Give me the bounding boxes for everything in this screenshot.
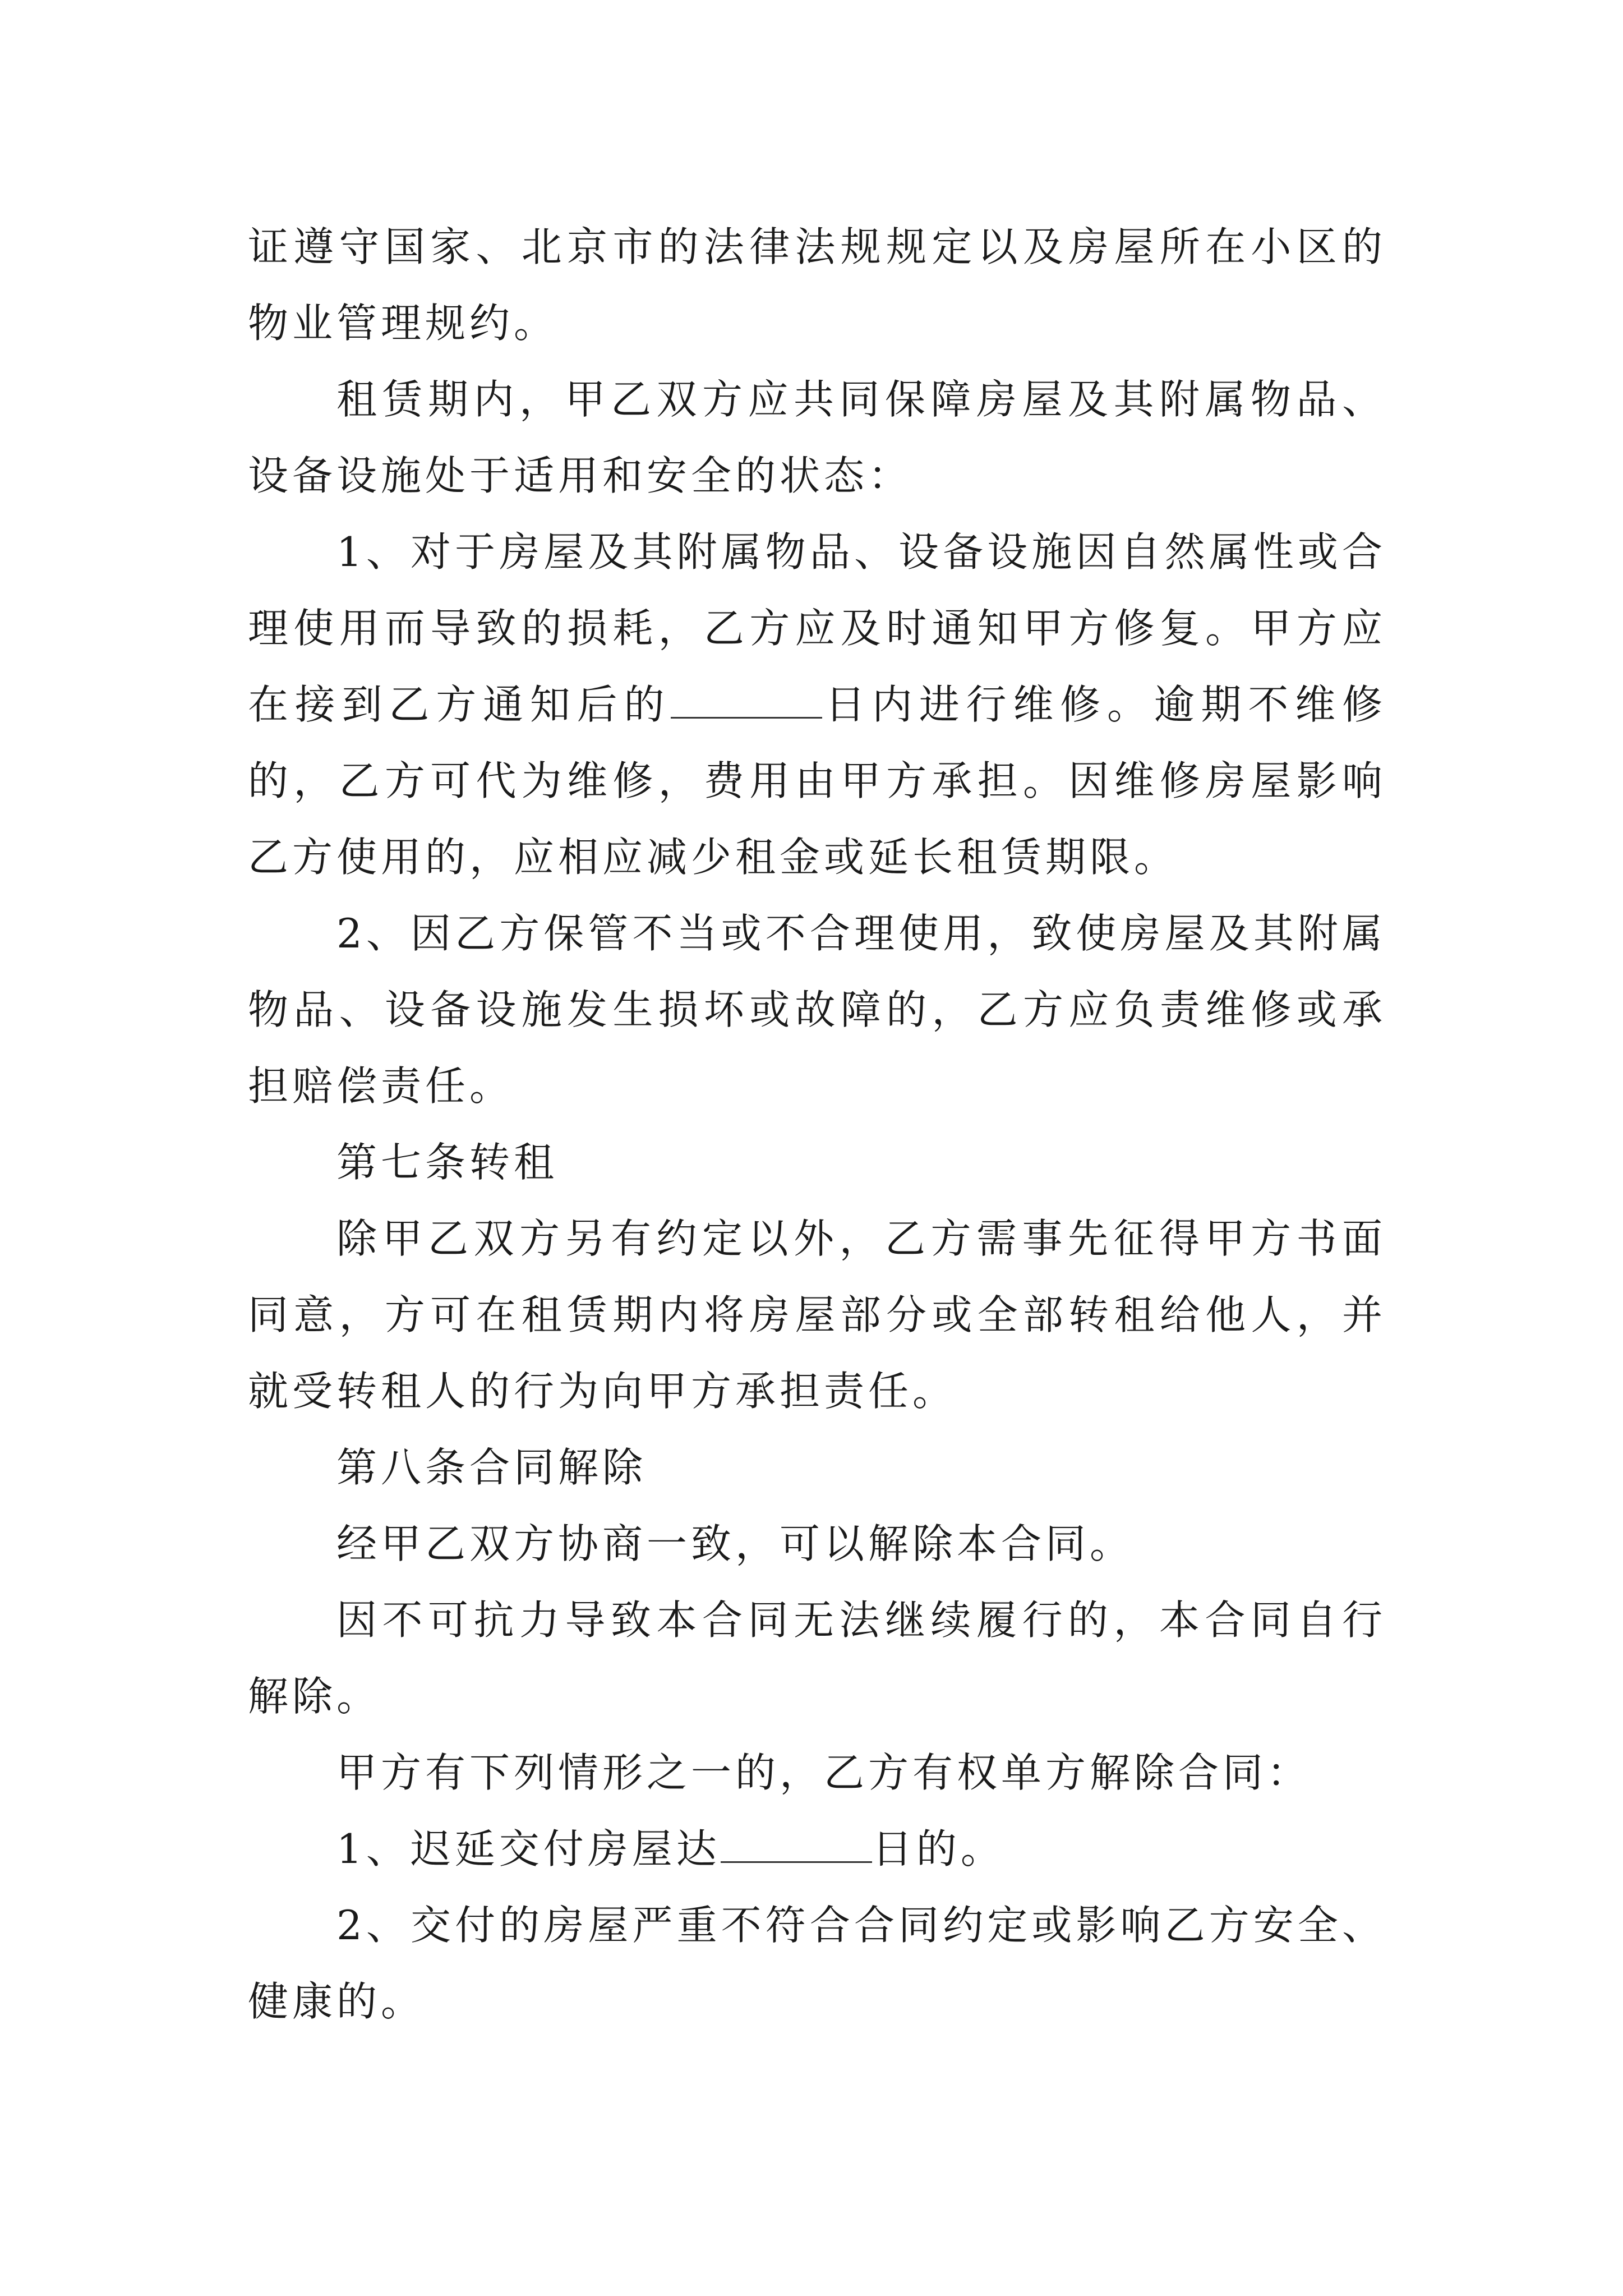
- paragraph-repair-clause-1: [248, 514, 1386, 895]
- paragraph-lease-period-maintenance: 租赁期内，甲乙双方应共同保障房屋及其附属物品、设备设施处于适用和安全的状态：: [248, 376, 1386, 499]
- termination-clause-1-before: 1、迟延交付房屋达: [336, 1825, 721, 1872]
- document-body: [248, 209, 1386, 2040]
- paragraph-sublease: 除甲乙双方另有约定以外，乙方需事先征得甲方书面同意，方可在租赁期内将房屋部分或全部转租给他人，并就受转租人的行为向甲方承担责任。: [248, 1215, 1386, 1415]
- heading-article-7-sublease: 第七条转租: [336, 1139, 559, 1186]
- paragraph-termination-clause-1: [248, 1811, 1386, 1887]
- repair-days-blank: [671, 683, 822, 719]
- heading-article-8-termination: 第八条合同解除: [336, 1444, 647, 1491]
- paragraph-mutual-termination: 经甲乙双方协商一致，可以解除本合同。: [336, 1520, 1135, 1567]
- paragraph-property-rules: 证遵守国家、北京市的法律法规规定以及房屋所在小区的物业管理规约。: [248, 223, 1386, 347]
- paragraph-tenant-termination-rights: 甲方有下列情形之一的，乙方有权单方解除合同：: [336, 1749, 1312, 1796]
- paragraph-force-majeure: 因不可抗力导致本合同无法继续履行的，本合同自行解除。: [248, 1596, 1386, 1720]
- repair-clause-1-before: 1、对于房屋及其附属物品、设备设施因自然属性或合理使用而导致的损耗，乙方应及时通知甲方修复。甲方应在接到乙方通知后的: [248, 528, 1386, 728]
- delay-days-blank: [721, 1828, 872, 1863]
- paragraph-termination-clause-2: 2、交付的房屋严重不符合合同约定或影响乙方安全、健康的。: [248, 1902, 1386, 2025]
- repair-clause-1-after: 日内进行维修。逾期不维修的，乙方可代为维修，费用由甲方承担。因维修房屋影响乙方使用的，应相应减少租金或延长租赁期限。: [248, 681, 1386, 881]
- paragraph-repair-clause-2: 2、因乙方保管不当或不合理使用，致使房屋及其附属物品、设备设施发生损坏或故障的，乙方应负责维修或承担赔偿责任。: [248, 910, 1386, 1110]
- termination-clause-1-after: 日的。: [872, 1825, 1005, 1872]
